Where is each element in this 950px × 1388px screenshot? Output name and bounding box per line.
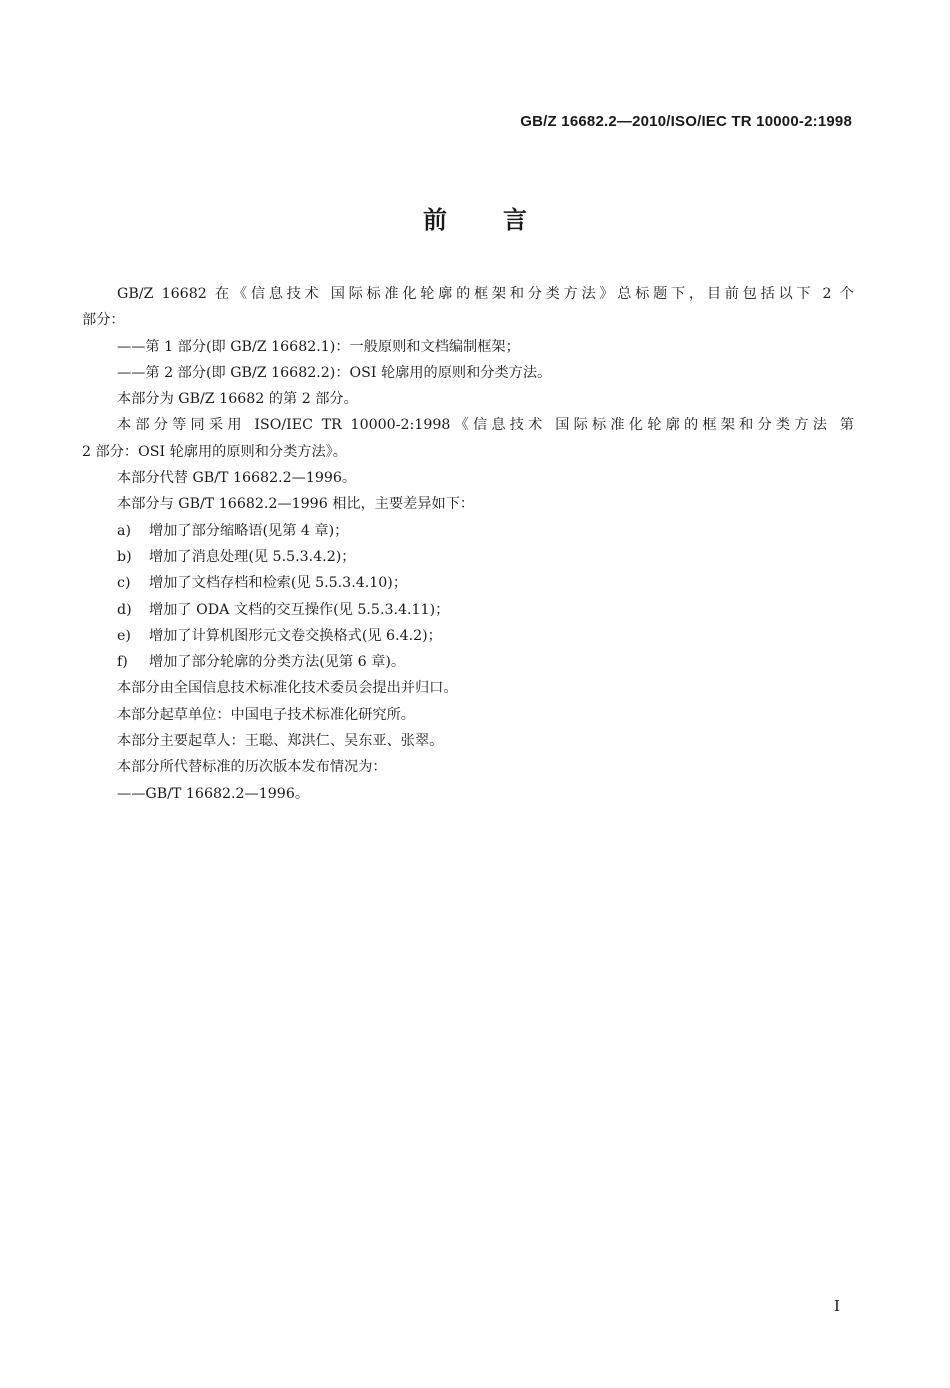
difference-label: f) <box>117 654 128 671</box>
difference-text: 增加了计算机图形元文卷交换格式(见 6.4.2)； <box>149 627 442 644</box>
part-list-item-2: ——第 2 部分(即 GB/Z 16682.2)：OSI 轮廓用的原则和分类方法。 <box>117 364 552 381</box>
paragraph-adoption-line2: 2 部分：OSI 轮廓用的原则和分类方法》。 <box>82 443 347 460</box>
difference-text: 增加了文档存档和检索(见 5.5.3.4.10)； <box>149 575 408 592</box>
part-list-item-1: ——第 1 部分(即 GB/Z 16682.1)：一般原则和文档编制框架； <box>117 338 520 355</box>
page-title: 前言 <box>423 206 583 234</box>
difference-item <box>82 570 854 596</box>
paragraph-intro-line2: 部分： <box>82 312 125 329</box>
difference-text: 增加了消息处理(见 5.5.3.4.2)； <box>149 548 356 565</box>
paragraph-replaces: 本部分代替 GB/T 16682.2—1996。 <box>117 470 357 487</box>
difference-label: c) <box>117 575 131 592</box>
paragraph-differences-intro: 本部分与 GB/T 16682.2—1996 相比，主要差异如下： <box>117 496 475 513</box>
difference-text: 增加了部分轮廓的分类方法(见第 6 章)。 <box>149 654 406 671</box>
difference-item <box>82 518 854 544</box>
difference-label: b) <box>117 548 132 565</box>
history-list-item: ——GB/T 16682.2—1996。 <box>117 785 310 802</box>
paragraph-part-statement: 本部分为 GB/Z 16682 的第 2 部分。 <box>117 391 358 408</box>
paragraph-proposer: 本部分由全国信息技术标准化技术委员会提出并归口。 <box>117 680 458 697</box>
page-number: I <box>834 1297 840 1315</box>
difference-item <box>82 544 854 570</box>
paragraph-history-intro: 本部分所代替标准的历次版本发布情况为： <box>117 759 387 776</box>
paragraph-intro-line1: GB/Z 16682 在《信息技术 国际标准化轮廓的框架和分类方法》总标题下，目前包括以下 2 个 <box>117 286 854 302</box>
difference-text: 增加了 ODA 文档的交互操作(见 5.5.3.4.11)； <box>149 601 450 618</box>
difference-item <box>82 649 854 675</box>
difference-label: e) <box>117 627 131 644</box>
paragraph-drafters: 本部分主要起草人：王聪、郑洪仁、吴东亚、张翠。 <box>117 733 444 750</box>
difference-item <box>82 597 854 623</box>
standard-number-header: GB/Z 16682.2—2010/ISO/IEC TR 10000-2:1998 <box>520 113 852 130</box>
paragraph-drafting-unit: 本部分起草单位：中国电子技术标准化研究所。 <box>117 706 415 723</box>
difference-label: a) <box>117 522 131 539</box>
paragraph-adoption-line1: 本部分等同采用 ISO/IEC TR 10000-2:1998《信息技术 国际标准化轮廓的框架和分类方法 第 <box>117 417 854 434</box>
foreword-body <box>82 281 854 807</box>
difference-label: d) <box>117 601 132 618</box>
difference-item <box>82 623 854 649</box>
difference-text: 增加了部分缩略语(见第 4 章)； <box>149 522 349 539</box>
